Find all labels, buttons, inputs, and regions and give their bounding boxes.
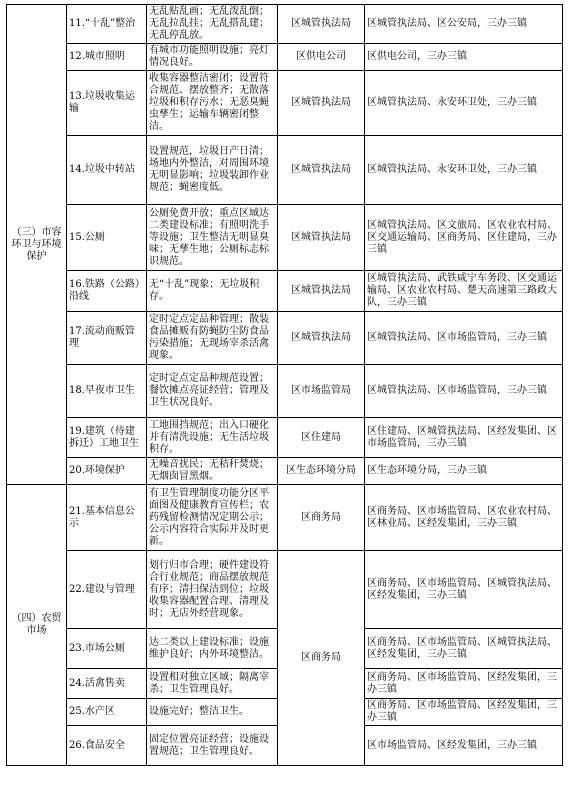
item-cell: 21.基本信息公示 — [67, 485, 147, 551]
item-cell: 23.市场公厕 — [67, 629, 147, 669]
responsible-unit-cell: 区商务局、区市场监管局、区经发集团，三办三镇 — [365, 699, 563, 726]
responsible-unit-cell: 区城管执法局、区公安局，三办三镇 — [365, 5, 563, 44]
responsible-unit-cell: 区城管执法局、区文旅局、区农业农村局、区交通运输局、区商务局、区住建局，三办三镇 — [365, 205, 563, 271]
standard-cell: 有卫生管理制度功能分区平面图及健康教育宣传栏；农药残留检测情况定期公示；公示内容符合实际并及时更新。 — [147, 485, 278, 551]
standard-cell: 固定位置亮证经营；设施设置规范；卫生管理良好。 — [147, 726, 278, 766]
table-row — [7, 312, 563, 365]
standard-cell: 无噪音扰民；无秸秆焚烧；无烟囱冒黑烟。 — [147, 458, 278, 485]
standard-cell: 无乱贴乱画；无乱泼乱倒；无乱拉乱挂；无乱搭乱建；无乱停乱放。 — [147, 5, 278, 44]
responsible-unit-cell: 区生态环境分局，三办三镇 — [365, 458, 563, 485]
lead-unit-cell: 区城管执法局 — [278, 205, 365, 271]
standard-cell: 划行归市合理；硬件建设符合行业规范；商品摆放规范有序；清扫保洁到位；垃圾收集容器配置合理、清理及时；无店外经营现象。 — [147, 551, 278, 629]
lead-unit-cell: 区商务局 — [278, 485, 365, 551]
standard-cell: 设施完好；整洁卫生。 — [147, 699, 278, 726]
responsible-unit-cell: 区城管执法局、永安环卫处，三办三镇 — [365, 71, 563, 136]
item-cell: 22.建设与管理 — [67, 551, 147, 629]
standard-cell: 收集容器整洁密闭；设置符合规范、摆放整齐；无散落垃圾和积存污水；无恶臭蝇虫孳生；运输车辆密闭整洁。 — [147, 71, 278, 136]
standard-cell: 工地围挡规范；出入口硬化并有清洗设施；无生活垃圾积存。 — [147, 418, 278, 458]
item-cell: 20.环境保护 — [67, 458, 147, 485]
table-row — [7, 458, 563, 485]
table-row — [7, 418, 563, 458]
category-cell: （四）农贸市场 — [7, 485, 67, 766]
item-cell: 18.早夜市卫生 — [67, 365, 147, 418]
lead-unit-cell: 区商务局 — [278, 551, 365, 766]
table-row — [7, 136, 563, 205]
lead-unit-cell: 区城管执法局 — [278, 312, 365, 365]
lead-unit-cell: 区城管执法局 — [278, 136, 365, 205]
standard-cell: 公厕免费开放；重点区域达二类建设标准；有照明洗手等设施；卫生整洁无明显臭味；无孳生地；公厕标志标识规范。 — [147, 205, 278, 271]
responsibility-table — [6, 4, 563, 766]
table-row — [7, 5, 563, 44]
lead-unit-cell: 区生态环境分局 — [278, 458, 365, 485]
table-row — [7, 205, 563, 271]
item-cell: 14.垃圾中转站 — [67, 136, 147, 205]
category-cell: （三）市容环卫与环境保护 — [7, 5, 67, 485]
responsible-unit-cell: 区市场监管局、区经发集团，三办三镇 — [365, 726, 563, 766]
responsible-unit-cell: 区城管执法局、武铁咸宁车务段、区交通运输局、区农业农村局、楚天高速第三路政大队，三办三镇 — [365, 271, 563, 312]
table-row — [7, 485, 563, 551]
lead-unit-cell: 区城管执法局 — [278, 271, 365, 312]
standard-cell: 设置相对独立区域；隔离宰杀；卫生管理良好。 — [147, 669, 278, 699]
item-cell: 26.食品安全 — [67, 726, 147, 766]
responsible-unit-cell: 区商务局、区市场监管局、区农业农村局、区林业局、区经发集团，三办三镇 — [365, 485, 563, 551]
item-cell: 13.垃圾收集运输 — [67, 71, 147, 136]
item-cell: 24.活禽售卖 — [67, 669, 147, 699]
table-row — [7, 271, 563, 312]
responsible-unit-cell: 区城管执法局、永安环卫处，三办三镇 — [365, 136, 563, 205]
standard-cell: 达二类以上建设标准；设施维护良好；内外环境整洁。 — [147, 629, 278, 669]
lead-unit-cell: 区城管执法局 — [278, 71, 365, 136]
table-row — [7, 71, 563, 136]
table-row — [7, 44, 563, 71]
responsible-unit-cell: 区城管执法局、区市场监管局，三办三镇 — [365, 312, 563, 365]
lead-unit-cell: 区住建局 — [278, 418, 365, 458]
standard-cell: 有城市功能照明设施；亮灯情况良好。 — [147, 44, 278, 71]
responsible-unit-cell: 区商务局、区市场监管局、区城管执法局、区经发集团，三办三镇 — [365, 551, 563, 629]
item-cell: 11.“十乱”整治 — [67, 5, 147, 44]
lead-unit-cell: 区城管执法局 — [278, 5, 365, 44]
table-row — [7, 365, 563, 418]
table-row — [7, 551, 563, 629]
standard-cell: 无“十乱”现象；无垃圾积存。 — [147, 271, 278, 312]
lead-unit-cell: 区供电公司 — [278, 44, 365, 71]
standard-cell: 设置规范，垃圾日产日清；场地内外整洁，对周围环境无明显影响；垃圾装卸作业规范；蝇密度低。 — [147, 136, 278, 205]
item-cell: 17.流动商贩管理 — [67, 312, 147, 365]
item-cell: 15.公厕 — [67, 205, 147, 271]
standard-cell: 定时定点定品种规范设置；餐饮摊点亮证经营；管理及卫生状况良好。 — [147, 365, 278, 418]
item-cell: 25.水产区 — [67, 699, 147, 726]
responsible-unit-cell: 区商务局、区市场监管局、区城管执法局、区经发集团，三办三镇 — [365, 629, 563, 669]
item-cell: 12.城市照明 — [67, 44, 147, 71]
standard-cell: 定时定点定品种管理；散装食品摊贩有防蝇防尘防食品污染措施；无现场宰杀活禽现象。 — [147, 312, 278, 365]
lead-unit-cell: 区市场监管局 — [278, 365, 365, 418]
responsible-unit-cell: 区供电公司，三办三镇 — [365, 44, 563, 71]
item-cell: 16.铁路（公路）沿线 — [67, 271, 147, 312]
responsible-unit-cell: 区住建局、区城管执法局、区经发集团、区市场监管局，三办三镇 — [365, 418, 563, 458]
responsible-unit-cell: 区城管执法局、区市场监管局，三办三镇 — [365, 365, 563, 418]
responsible-unit-cell: 区商务局、区市场监管局、区经发集团，三办三镇 — [365, 669, 563, 699]
item-cell: 19.建筑（待建拆迁）工地卫生 — [67, 418, 147, 458]
